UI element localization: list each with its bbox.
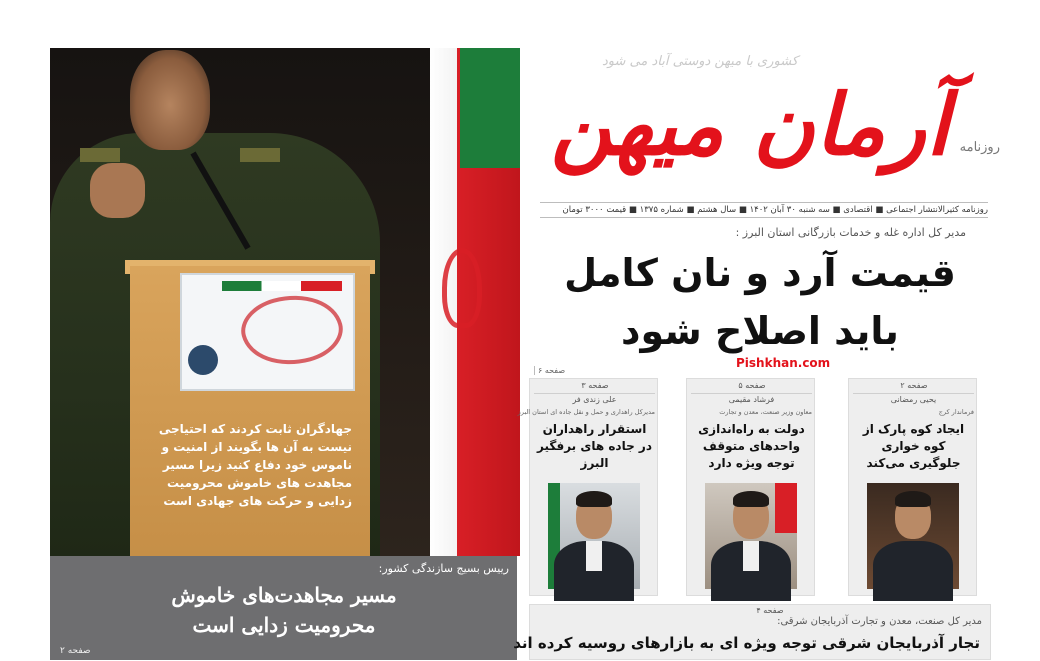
- masthead-title: آرمان میهن: [550, 75, 950, 174]
- caption-line: نیست به آن ها بگویند از امنیت و: [161, 440, 352, 454]
- column-headline[interactable]: استقرار راهداران در جاده های برفگیر البرز: [537, 422, 652, 470]
- photo-story[interactable]: [50, 48, 517, 660]
- author-name: فرشاد مقیمی: [691, 393, 812, 404]
- watermark: Pishkhan.com: [736, 356, 831, 370]
- author-photo: [867, 483, 959, 589]
- photo-hair: [895, 491, 931, 507]
- photo-flag-accent: [775, 483, 797, 533]
- photo-caption: [152, 420, 352, 510]
- bottom-story[interactable]: [513, 604, 991, 660]
- caption-line: زدایی و حرکت های جهادی است: [163, 494, 352, 508]
- speaker-head: [130, 50, 210, 150]
- column-headline[interactable]: دولت به راه‌اندازی واحدهای متوقف توجه ویژه دارد: [698, 422, 805, 470]
- photo-story-headline[interactable]: [69, 580, 499, 640]
- page-reference: صفحه ۲: [900, 381, 928, 390]
- author-photo: [548, 483, 640, 589]
- page-reference: صفحه ۵: [738, 381, 766, 390]
- author-role: مدیرکل راهداری و حمل و نقل جاده ای استان البرز: [517, 408, 655, 416]
- page-reference: صفحه ۶: [534, 366, 565, 375]
- caption-line: ناموس خود دفاع کنید زیرا مسیر: [162, 458, 352, 472]
- photo-shirt: [586, 541, 602, 571]
- author-name: علی زندی فر: [534, 393, 655, 404]
- headline-line: مسیر مجاهدت‌های خاموش: [171, 583, 397, 607]
- issue-meta-line: روزنامه کثیرالانتشار اجتماعی ■ اقتصادی ■ سه شنبه ۳۰ آبان ۱۴۰۲ ■ سال هشتم ■ شماره ۱۳۷۵ ■ قیمت ۳۰۰۰ تومان: [540, 202, 988, 218]
- basij-logo-icon: [188, 345, 218, 375]
- shoulder-badge: [80, 148, 120, 162]
- news-column[interactable]: [686, 378, 815, 596]
- caption-line: جهادگران ثابت کردند که احتیاجی: [158, 422, 352, 436]
- photo-hair: [733, 491, 769, 507]
- author-role: فرماندار کرج: [938, 408, 974, 416]
- page-reference: صفحه ۳: [581, 381, 609, 390]
- banner-flag-stripe: [222, 281, 342, 291]
- headline-line: محرومیت زدایی است: [192, 613, 376, 637]
- photo-story-kicker: رییس بسیج سازندگی کشور:: [378, 562, 509, 575]
- news-column[interactable]: [517, 378, 658, 596]
- page-reference: صفحه ۴: [756, 606, 784, 615]
- masthead-tagline: کشوری با میهن دوستی آباد می شود: [602, 54, 798, 69]
- lead-story-kicker: مدیر کل اداره غله و خدمات بازرگانی استان البرز :: [735, 226, 966, 239]
- column-headline[interactable]: ایجاد کوه پارک از کوه خواری جلوگیری می‌کند: [862, 422, 965, 470]
- headline-band: [50, 556, 517, 660]
- news-column[interactable]: [848, 378, 977, 596]
- headline-line: باید اصلاح شود: [621, 309, 899, 353]
- flag-green-stripe: [460, 48, 520, 168]
- masthead-prefix: روزنامه: [959, 140, 1000, 155]
- lead-story-headline[interactable]: [540, 244, 980, 360]
- bottom-story-kicker: مدیر کل صنعت، معدن و تجارت آذربایجان شرقی:: [777, 616, 982, 627]
- author-photo: [705, 483, 797, 589]
- author-name: یحیی رمضانی: [853, 393, 974, 404]
- banner-calligraphy: [235, 283, 350, 376]
- photo-suit: [873, 541, 953, 601]
- photo-hair: [576, 491, 612, 507]
- page-reference: صفحه ۲: [60, 646, 91, 656]
- headline-line: قیمت آرد و نان کامل: [564, 251, 956, 295]
- bottom-story-headline[interactable]: تجار آذربایجان شرقی توجه ویژه ای به بازارهای روسیه کرده اند: [513, 634, 980, 652]
- shoulder-badge: [240, 148, 280, 162]
- speaker-hand: [90, 163, 145, 218]
- author-role: معاون وزیر صنعت، معدن و تجارت: [719, 408, 812, 416]
- photo-shirt: [743, 541, 759, 571]
- podium-banner: [180, 273, 355, 391]
- flag-emblem: [442, 248, 482, 328]
- caption-line: مجاهدت های خاموش محرومیت: [167, 476, 352, 490]
